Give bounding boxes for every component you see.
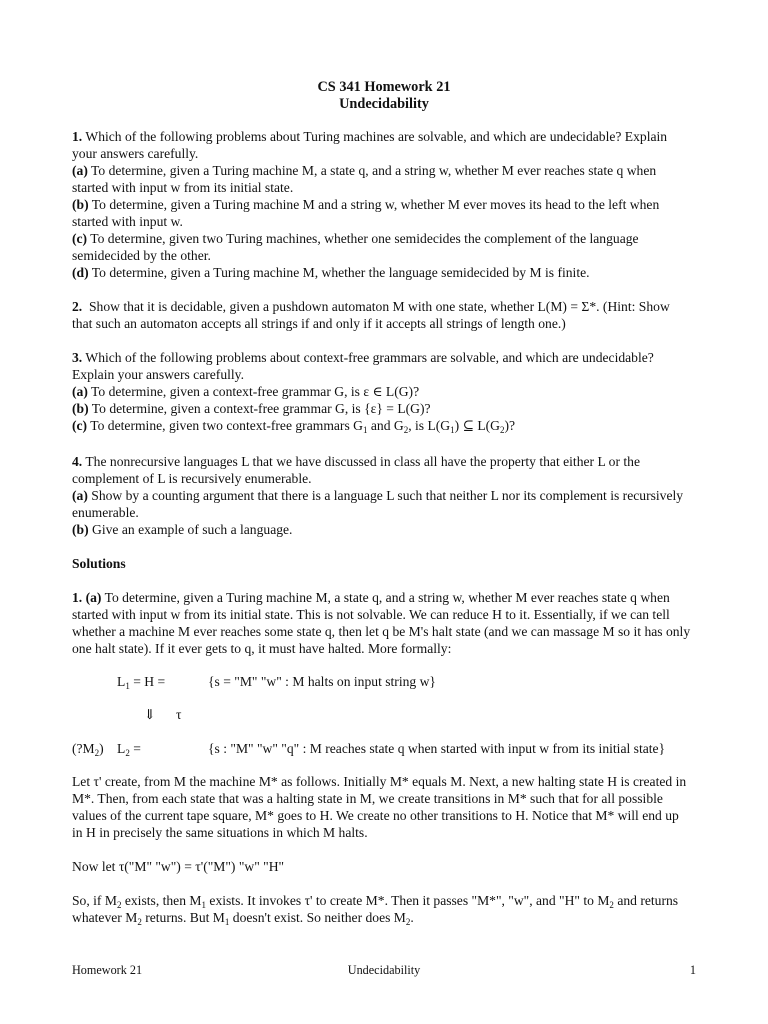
paragraph-1-line-2: M*. Then, from each state that was a halting state in M, we create transitions in M* such that for all possible	[72, 791, 663, 806]
q3-part-c: (c) To determine, given two context-free grammars $G_1$ and $G_2$, is $L(G_1)$ ⊆ $L(G_2)$?	[72, 418, 516, 435]
q1-intro: 1. Which of the following problems about Turing machines are solvable, and which are undecidable? Explain	[72, 129, 668, 144]
q3-part-b: (b) To determine, given a context-free grammar G, is {ε} = L(G)?	[72, 401, 431, 416]
document-title: CS 341 Homework 21	[317, 79, 451, 95]
solution-1a: 1. (a) To determine, given a Turing machine M, a state q, and a string w, whether M ever reaches state q when	[72, 590, 670, 605]
equation-2-lhs: $L_2$ =	[117, 741, 141, 758]
paragraph-3-line-2: whatever $M_2$ returns. But $M_1$ doesn't exist. So neither does $M_2$.	[72, 910, 414, 927]
q4-part-a: (a) Show by a counting argument that there is a language L such that neither L nor its complement is recursively	[72, 488, 684, 503]
q1-part-d: (d) To determine, given a Turing machine M, whether the language semidecided by M is finite.	[72, 265, 590, 280]
q4-part-a-cont: enumerable.	[72, 505, 139, 520]
q1-part-a: (a) To determine, given a Turing machine M, a state q, and a string w, whether M ever reaches state q when	[72, 163, 657, 178]
q4-text: 4. The nonrecursive languages L that we have discussed in class all have the property that either L or the	[72, 454, 640, 469]
paragraph-1-line-3: values of the current tape square, M* goes to H. We create no other transitions to H. Notice that M* will end up	[72, 808, 679, 823]
q4-text-cont: complement of L is recursively enumerable.	[72, 471, 312, 486]
q1-part-c: (c) To determine, given two Turing machines, whether one semidecides the complement of the language	[72, 231, 639, 246]
paragraph-3-line-1: So, if $M_2$ exists, then $M_1$ exists. It invokes τ' to create M*. Then it passes "M*", "w", and "H" to $M_2$ and returns	[72, 893, 679, 910]
q1-part-c-cont: semidecided by the other.	[72, 248, 211, 263]
document-subtitle: Undecidability	[339, 96, 429, 112]
solution-1a-line-4: one halt state). If it ever gets to q, it must have halted. More formally:	[72, 641, 452, 656]
q4-part-b: (b) Give an example of such a language.	[72, 522, 293, 537]
q1-intro-cont: your answers carefully.	[72, 146, 199, 161]
paragraph-1-line-1: Let τ' create, from M the machine M* as follows. Initially M* equals M. Next, a new halting state H is created in	[72, 774, 687, 789]
q2-text: 2. Show that it is decidable, given a pushdown automaton M with one state, whether L(M) = Σ*. (Hint: Show	[72, 299, 670, 314]
q1-part-b: (b) To determine, given a Turing machine M and a string w, whether M ever moves its head to the left when	[72, 197, 660, 212]
solutions-heading: Solutions	[72, 556, 126, 571]
paragraph-2: Now let τ("M" "w") = τ'("M") "w" "H"	[72, 859, 285, 874]
q3-intro-cont: Explain your answers carefully.	[72, 367, 244, 382]
tau-symbol: τ	[176, 707, 182, 722]
paragraph-1-line-4: in H in precisely the same situations in which M halts.	[72, 825, 368, 840]
q2-text-cont: that such an automaton accepts all strings if and only if it accepts all strings of length one.)	[72, 316, 566, 331]
q3-intro: 3. Which of the following problems about context-free grammars are solvable, and which are undecidable?	[72, 350, 654, 365]
footer-page-number: 1	[689, 963, 696, 977]
solution-1a-line-2: started with input w from its initial state. This is not solvable. We can reduce H to it. Essentially, if we can tell	[72, 607, 670, 622]
q1-part-a-cont: started with input w from its initial state.	[72, 180, 294, 195]
equation-1-rhs: {s = "M" "w" : M halts on input string w}	[208, 674, 436, 689]
equation-2-rhs: {s : "M" "w" "q" : M reaches state q when started with input w from its initial state}	[208, 741, 666, 756]
footer-center: Undecidability	[347, 963, 421, 977]
solution-1a-line-3: whether a machine M ever reaches some state q, then let q be M's halt state (and we can massage M so it has only	[72, 624, 691, 639]
footer-left: Homework 21	[72, 963, 143, 977]
equation-2-hyp: $(?M_2)$	[72, 741, 104, 758]
reduction-arrow: ⇓	[144, 707, 156, 722]
equation-1-lhs: $L_1 = H$ =	[117, 674, 166, 691]
q3-part-a: (a) To determine, given a context-free grammar G, is ε ∈ L(G)?	[72, 384, 420, 399]
q1-part-b-cont: started with input w.	[72, 214, 183, 229]
